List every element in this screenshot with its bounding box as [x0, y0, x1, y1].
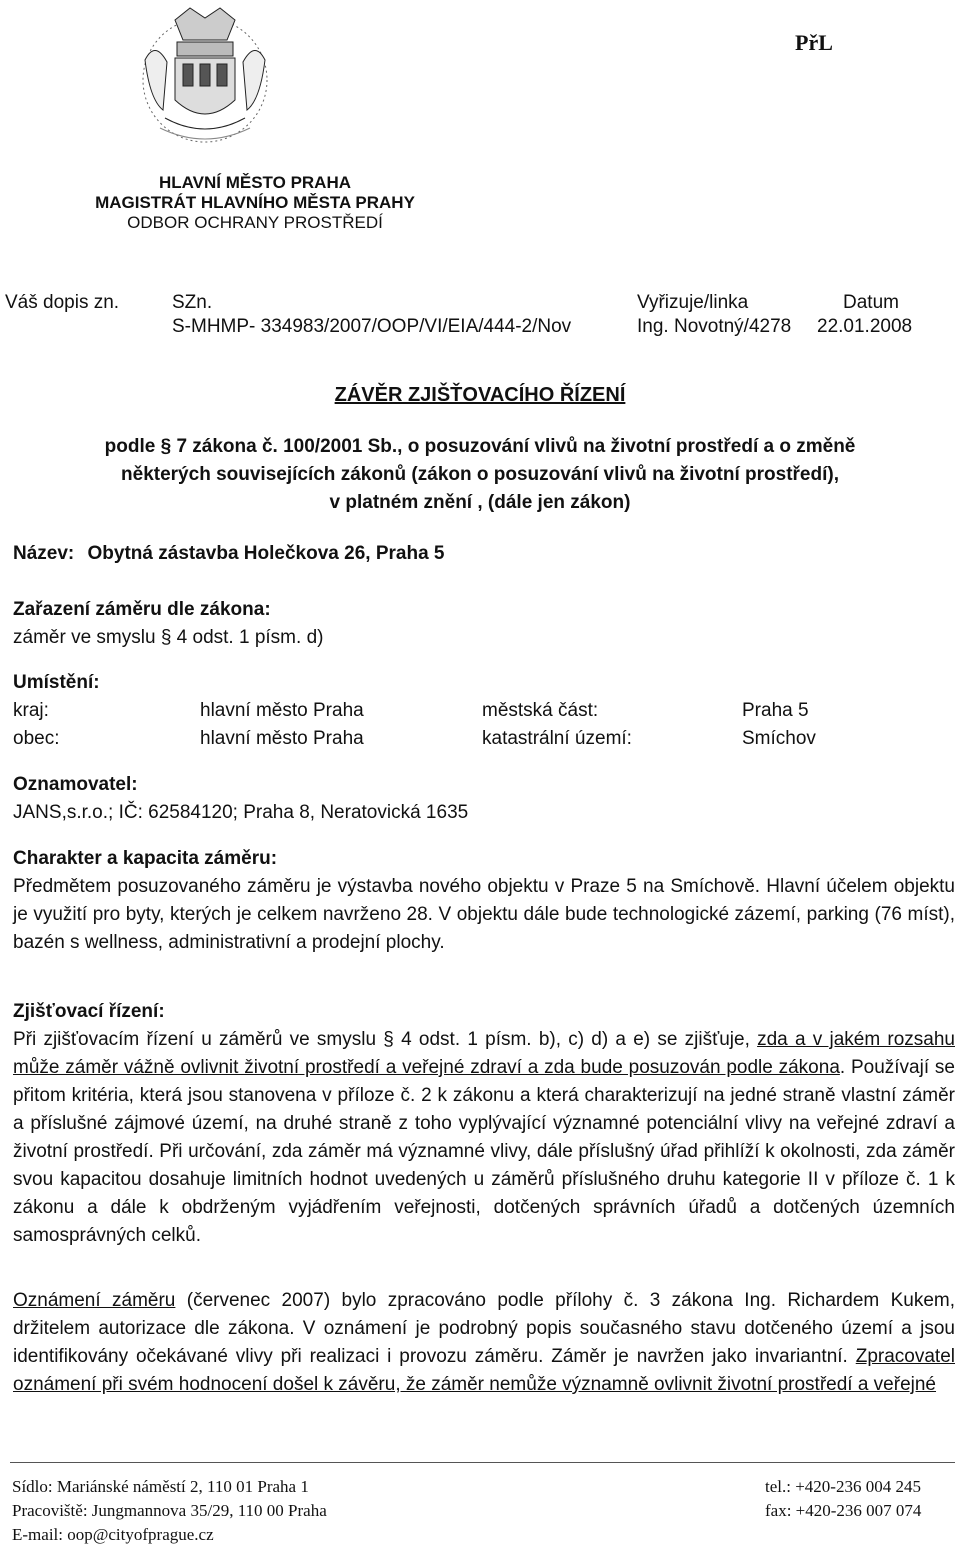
location-district-value: Praha 5 — [742, 700, 809, 721]
classification-a: záměr ve smyslu — [13, 627, 156, 648]
character-section — [13, 845, 955, 957]
location-heading: Umístění: — [13, 672, 100, 693]
notice-text — [13, 1287, 955, 1399]
org-line-3: ODBOR OCHRANY PROSTŘEDÍ — [127, 213, 383, 232]
project-name-value: Obytná zástavba Holečkova 26, Praha 5 — [87, 543, 445, 564]
org-line-1: HLAVNÍ MĚSTO PRAHA — [158, 173, 352, 192]
screening-text — [13, 1026, 955, 1250]
notifier-value: JANS,s.r.o.; IČ: 62584120; Praha 8, Neratovická 1635 — [13, 802, 469, 823]
location-cadastre-label: katastrální území: — [482, 728, 632, 749]
document-title: ZÁVĚR ZJIŠŤOVACÍHO ŘÍZENÍ — [334, 384, 626, 406]
legal-basis-line-3: v platném znění , (dále jen zákon) — [329, 492, 631, 513]
legal-basis — [0, 433, 960, 517]
notifier-heading: Oznamovatel: — [13, 774, 138, 795]
screening-a: Při zjišťovacím řízení u záměrů ve smyslu — [13, 1029, 377, 1050]
footer-divider — [10, 1462, 955, 1463]
legal-basis-line-2: některých souvisejících zákonů (zákon o posuzování vlivů na životní prostředí), — [121, 464, 839, 485]
section-sign: § — [160, 627, 172, 648]
date-value: 22.01.2008 — [817, 316, 913, 337]
screening-section — [13, 998, 955, 1250]
handler-value: Ing. Novotný/4278 — [637, 316, 792, 337]
location-obec-label: obec: — [13, 728, 60, 749]
screening-underlined: zda a v jakém rozsahu může záměr vážně ovlivnit životní prostředí a veřejné zdraví a zda bude posuzován podle zákona — [13, 1029, 955, 1078]
footer-workplace: Pracoviště: Jungmannova 35/29, 110 00 Praha — [12, 1501, 327, 1520]
footer-email: E-mail: oop@cityofprague.cz — [12, 1525, 214, 1544]
location-district-label: městská část: — [482, 700, 599, 721]
footer-tel: tel.: +420-236 004 245 — [765, 1477, 921, 1496]
classification-heading: Zařazení záměru dle zákona: — [13, 599, 271, 620]
corner-mark: PřL — [795, 30, 833, 55]
notice-underlined-end: Zpracovatel oznámení při svém hodnocení došel k závěru, že záměr nemůže významně ovlivnit životní prostředí a veřejné — [13, 1346, 955, 1395]
footer-fax: fax: +420-236 007 074 — [765, 1501, 922, 1520]
legal-basis-a: podle — [104, 436, 156, 457]
prague-coat-of-arms-logo — [105, 0, 305, 150]
classification-b: 4 odst. 1 písm. d) — [176, 627, 324, 648]
footer-left — [12, 1475, 327, 1547]
classification — [13, 596, 323, 652]
szn-label: SZn. — [172, 292, 213, 313]
footer-seat: Sídlo: Mariánské náměstí 2, 110 01 Praha 1 — [12, 1477, 309, 1496]
project-name-row — [13, 540, 444, 568]
footer-right — [765, 1475, 921, 1523]
org-header — [95, 173, 415, 233]
section-sign: § — [160, 436, 172, 457]
location-cadastre-value: Smíchov — [742, 728, 816, 749]
screening-rest: . Používají se přitom kritéria, která jsou stanovena v příloze č. 2 k zákonu a která charakterizují na jedné straně vlastní záměr a příslušné zájmové území, na druhé straně z toho vyplývající významné potenciální vlivy na veřejné zdraví a životní prostředí. Při určování, zda záměr má významné vlivy, dále příslušný úřad přihlíží k okolnosti, zda záměr svou kapacitou dosahuje limitních hodnot uvedených u záměrů příslušného druhu kategorie II v příloze č. 1 k zákonu a dále k obdrženým vyjádřením veřejnosti, dotčených správních úřadů a dotčených územních samosprávných celků. — [13, 1057, 955, 1246]
notifier — [13, 771, 468, 827]
location-kraj-label: kraj: — [13, 700, 49, 721]
handler-label: Vyřizuje/linka — [637, 292, 749, 313]
notice-body: (červenec 2007) bylo zpracováno podle přílohy č. 3 zákona Ing. Richardem Kukem, držitelem autorizace dle zákona. V oznámení je podrobný popis současného stavu dotčeného území a jsou identifikovány očekávané vlivy při realizaci i provozu záměru. Záměr je navržen jako invariantní. — [13, 1290, 956, 1367]
character-heading: Charakter a kapacita záměru: — [13, 848, 278, 869]
section-sign: § — [383, 1029, 394, 1050]
notice-section — [13, 1287, 955, 1399]
szn-value: S-MHMP- 334983/2007/OOP/VI/EIA/444-2/Nov — [172, 316, 572, 337]
notice-underlined: Oznámení záměru — [13, 1290, 176, 1311]
legal-basis-b: 7 zákona č. 100/2001 Sb., o posuzování vlivů na životní prostředí a o změně — [176, 436, 856, 457]
character-text: Předmětem posuzovaného záměru je výstavba nového objektu v Praze 5 na Smíchově. Hlavní účelem objektu je využití pro byty, kterých je celkem navrženo 28. V objektu dále bude technologické zázemí, parking (76 míst), bazén s wellness, administrativní a prodejní plochy. — [13, 876, 955, 953]
screening-b: 4 odst. 1 písm. b), c) d) a e) se zjišťuje, — [401, 1029, 750, 1050]
org-line-2: MAGISTRÁT HLAVNÍHO MĚSTA PRAHY — [95, 193, 415, 212]
project-name-label: Název: — [13, 543, 75, 564]
date-label: Datum — [843, 292, 899, 313]
location-obec-value: hlavní město Praha — [200, 728, 364, 749]
screening-heading: Zjišťovací řízení: — [13, 1001, 165, 1022]
location-kraj-value: hlavní město Praha — [200, 700, 364, 721]
your-letter-label: Váš dopis zn. — [5, 292, 120, 313]
